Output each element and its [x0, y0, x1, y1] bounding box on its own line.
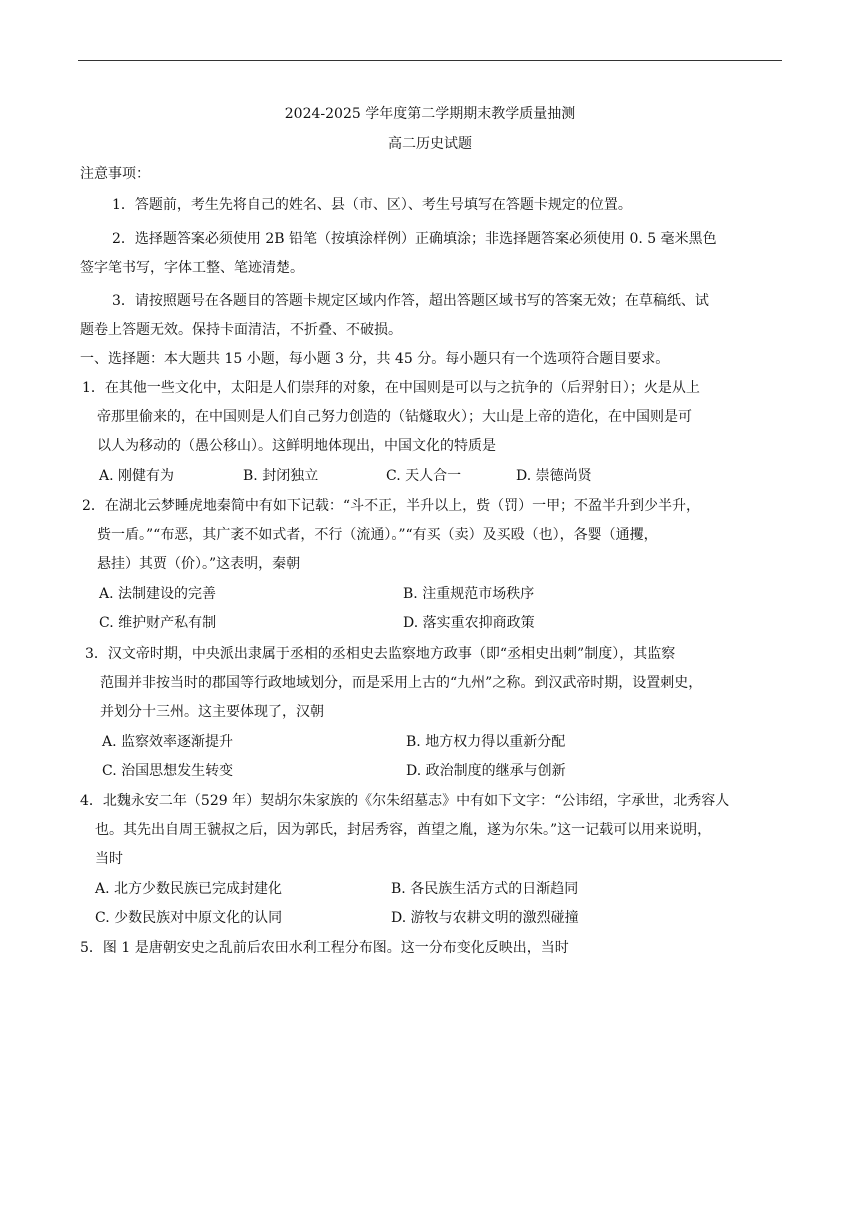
q2-option-d: D. 落实重农抑商政策	[403, 615, 535, 631]
q4-option-c: C. 少数民族对中原文化的认同	[95, 910, 283, 926]
exam-subtitle: 高二历史试题	[388, 136, 472, 152]
q4-line-1: 4．北魏永安二年（529 年）契胡尔朱家族的《尔朱绍墓志》中有如下文字：“公讳绍，字承世，北秀容人	[80, 793, 730, 809]
q1-line-3: 以人为移动的（愚公移山）。这鲜明地体现出，中国文化的特质是	[97, 438, 496, 454]
q1-option-b: B. 封闭独立	[243, 468, 319, 484]
note-3-line-2: 题卷上答题无效。保持卡面清洁，不折叠、不破损。	[80, 322, 402, 338]
q3-option-d: D. 政治制度的继承与创新	[406, 763, 566, 779]
q1-line-2: 帝那里偷来的，在中国则是人们自己努力创造的（钻燧取火）；大山是上帝的造化，在中国则是可	[97, 409, 692, 425]
q4-option-b: B. 各民族生活方式的日渐趋同	[391, 881, 579, 897]
q4-line-2: 也。其先出自周王虢叔之后，因为郭氏，封居秀容，酋望之胤，遂为尔朱。”这一记载可以用来说明，	[95, 822, 712, 838]
q1-option-a: A. 刚健有为	[99, 468, 175, 484]
q3-line-1: 3．汉文帝时期，中央派出隶属于丞相的丞相史去监察地方政事（即“丞相史出刺”制度），其监察	[85, 646, 676, 662]
q4-line-3: 当时	[95, 851, 123, 867]
q3-option-a: A. 监察效率逐渐提升	[102, 734, 234, 750]
q3-line-2: 范围并非按当时的郡国等行政地域划分，而是采用上古的“九州”之称。到汉武帝时期，设置刺史，	[100, 675, 703, 691]
q3-option-b: B. 地方权力得以重新分配	[406, 734, 566, 750]
exam-title: 2024-2025 学年度第二学期期末教学质量抽测	[284, 106, 576, 122]
q1-option-d: D. 崇德尚贤	[516, 468, 592, 484]
header-rule	[78, 60, 782, 61]
q1-option-c: C. 天人合一	[386, 468, 462, 484]
q4-option-a: A. 北方少数民族已完成封建化	[95, 881, 283, 897]
q2-line-3: 悬挂）其贾（价）。”这表明，秦朝	[97, 556, 301, 572]
q3-option-c: C. 治国思想发生转变	[102, 763, 234, 779]
q2-option-c: C. 维护财产私有制	[99, 615, 217, 631]
q2-line-2: 赀一盾。”“布恶，其广袤不如式者，不行（流通）。”“有买（卖）及买殴（也），各婴（通攫，	[97, 527, 658, 543]
section-heading: 一、选择题：本大题共 15 小题，每小题 3 分，共 45 分。每小题只有一个选项符合题目要求。	[80, 351, 670, 367]
note-3-line-1: 3．请按照题号在各题目的答题卡规定区域内作答，超出答题区域书写的答案无效；在草稿纸、试	[112, 293, 709, 309]
note-2-line-2: 签字笔书写，字体工整、笔迹清楚。	[80, 260, 304, 276]
q2-option-a: A. 法制建设的完善	[99, 586, 217, 602]
note-2-line-1: 2．选择题答案必须使用 2B 铅笔（按填涂样例）正确填涂；非选择题答案必须使用 0. 5 毫米黑色	[112, 231, 717, 247]
note-1: 1．答题前，考生先将自己的姓名、县（市、区）、考生号填写在答题卡规定的位置。	[112, 197, 632, 213]
q4-option-d: D. 游牧与农耕文明的激烈碰撞	[391, 910, 579, 926]
q5-line-1: 5．图 1 是唐朝安史之乱前后农田水利工程分布图。这一分布变化反映出，当时	[80, 940, 569, 956]
q2-line-1: 2．在湖北云梦睡虎地秦简中有如下记载：“斗不正，半升以上，赀（罚）一甲；不盈半升到少半升，	[82, 498, 701, 514]
q1-line-1: 1．在其他一些文化中，太阳是人们崇拜的对象，在中国则是可以与之抗争的（后羿射日）；火是从上	[82, 380, 700, 396]
q2-option-b: B. 注重规范市场秩序	[403, 586, 535, 602]
notes-heading: 注意事项：	[80, 166, 150, 182]
q3-line-3: 并划分十三州。这主要体现了，汉朝	[100, 704, 324, 720]
